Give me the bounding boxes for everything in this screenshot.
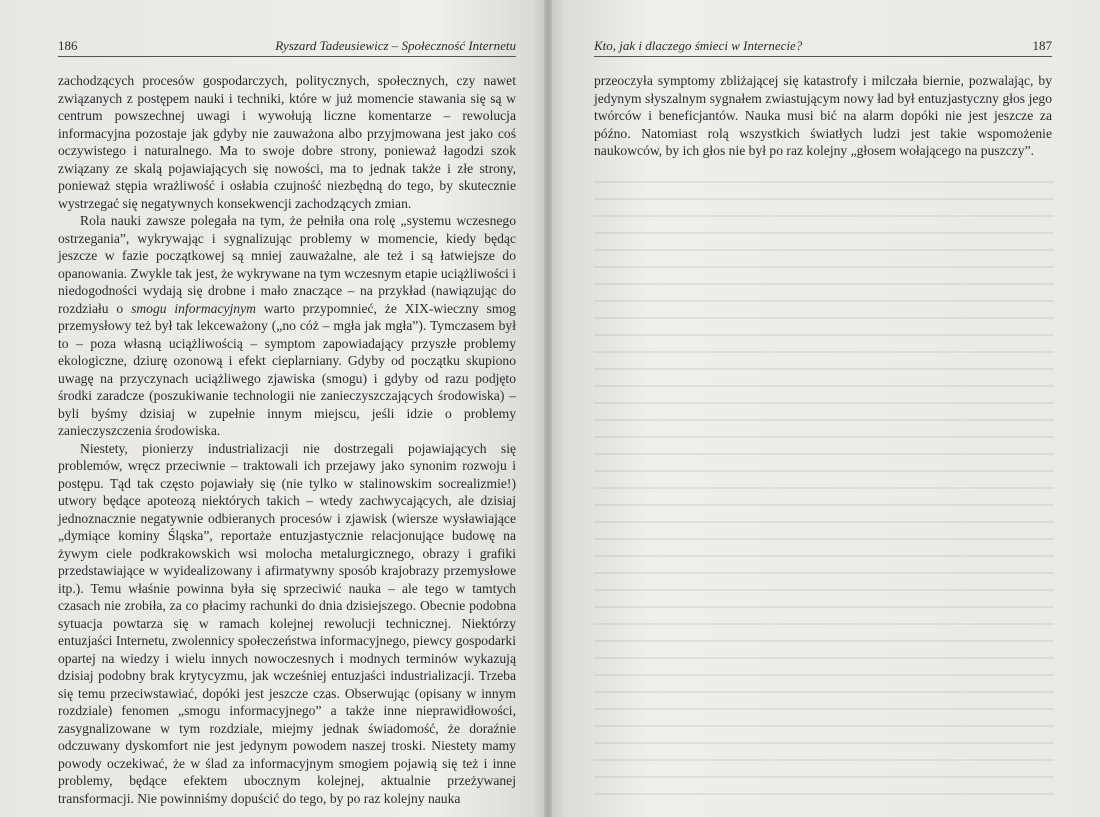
right-running-header: Kto, jak i dlaczego śmieci w Internecie? [594, 38, 803, 53]
paragraph [58, 72, 516, 212]
italic-text-run: smogu informacyjnym [131, 300, 256, 316]
text-run: Niestety, pionierzy industrializacji nie dostrzegali pojawiających się problemów, wręcz przeciwnie – traktowali ich przejawy jako synonim rozwoju i postępu. Tąd tak często pojawiały się (nie tylko w stalinowskim socrealizmie!) utwory będące apoteozą niektórych takich – wtedy zachwycających, ale dzisiaj jednoznacznie negatywnie odbieranych procesów i zjawisk (wiersze wysławiające „dymiące kominy Śląska”, reportaże entuzjastycznie relacjonujące budowę na żywym ciele podkrakowskich wsi molocha metalurgicznego, obrazy i grafiki przedstawiające w wyidealizowany i afirmatywny sposób krajobrazy przemysłowe itp.). Temu właśnie powinna była się sprzeciwić nauka – ale tego w tamtych czasach nie zrobiła, za co płacimy rachunki do dnia dzisiejszego. Obecnie podobna sytuacja powtarza się w ramach kolejnej rewolucji technicznej. Niektórzy entuzjaści Internetu, zwolennicy społeczeństwa informacyjnego, piewcy gospodarki opartej na wiedzy i wielu innych nowoczesnych i modnych terminów wykazują dzisiaj podobny brak krytycyzmu, jak wcześniej entuzjaści industrializacji. Trzeba się temu przeciwstawiać, dopóki jest jeszcze czas. Obserwując (opisany w innym rozdziale) fenomen „smogu informacyjnego” a także inne nieprawidłowości, zasygnalizowane w tym rozdziale, miejmy jednak świadomość, że doraźnie odczuwany dyskomfort nie jest jedynym powodem naszej troski. Niestety mamy powody oczekiwać, że w ślad za informacyjnym smogiem pojawią się też i inne problemy, będące efektem ubocznym kolejnej, aktualnie przeżywanej transformacji. Nie powinniśmy dopuścić do tego, by po raz kolejny nauka [58, 440, 516, 806]
left-page-number: 186 [58, 38, 78, 53]
left-running-header: Ryszard Tadeusiewicz – Społeczność Internetu [275, 38, 516, 53]
left-running-head [58, 38, 516, 57]
right-page [548, 0, 1100, 817]
show-through-texture [594, 175, 1054, 805]
right-page-body [594, 72, 1052, 160]
right-running-head [594, 38, 1052, 57]
text-run: zachodzących procesów gospodarczych, politycznych, społecznych, czy nawet związanych z postępem nauki i techniki, które w już momencie stawania się są w centrum powszechnej uwagi i wywołują liczne komentarze – rewolucja informacyjna pozostaje jak gdyby nie zauważona albo przyjmowana jest jako coś oczywistego i naturalnego. Ma to swoje dobre strony, ponieważ łagodzi szok związany ze skalą pojawiających się nowości, ma to jednak także i złe strony, ponieważ stępia wrażliwość i osłabia czujność niezbędną do tego, by skutecznie wystrzegać się negatywnych konsekwencji zachodzących zmian. [58, 73, 516, 211]
paragraph [58, 440, 516, 808]
book-gutter [544, 0, 552, 817]
right-page-number: 187 [1032, 38, 1052, 53]
text-run: warto przypomnieć, że XIX-wieczny smog przemysłowy też był tak lekceważony („no cóż – mgła jak mgła”). Tymczasem był to – poza własną uciążliwością – symptom zapowiadający przyszłe problemy ekologiczne, dziurę ozonową i efekt cieplarniany. Gdyby od początku skupiono uwagę na przyczynach uciążliwego zjawiska (smogu) i gdyby od razu podjęto środki zaradcze (poszukiwanie technologii nie zanieczyszczających środowiska) – byli byśmy dzisiaj w zupełnie innym miejscu, jeśli idzie o problemy zanieczyszczenia środowiska. [58, 300, 516, 438]
text-run: przeoczyła symptomy zbliżającej się katastrofy i milczała biernie, pozwalając, by jedynym słyszalnym sygnałem zwiastującym nowy ład był entuzjastyczny głos jego twórców i beneficjantów. Nauka musi bić na alarm dopóki nie jest jeszcze za późno. Natomiast rolą wszystkich światłych ludzi jest takie wspomożenie naukowców, by ich głos nie był po raz kolejny „głosem wołającego na puszczy”. [594, 73, 1052, 158]
left-page [0, 0, 548, 817]
paragraph [58, 212, 516, 440]
paragraph [594, 72, 1052, 160]
text-run: Rola nauki zawsze polegała na tym, że pełniła ona rolę „systemu wczesnego ostrzegania”, wykrywając i sygnalizując problemy w momencie, kiedy będąc jeszcze w fazie początkowej są mniej zauważalne, ale też i są łatwiejsze do opanowania. Zwykle tak jest, że wykrywane na tym wczesnym etapie uciążliwości i niedogodności wydają się drobne i mało znaczące – na przykład (nawiązując do rozdziału o [58, 213, 516, 316]
left-page-body [58, 72, 516, 807]
